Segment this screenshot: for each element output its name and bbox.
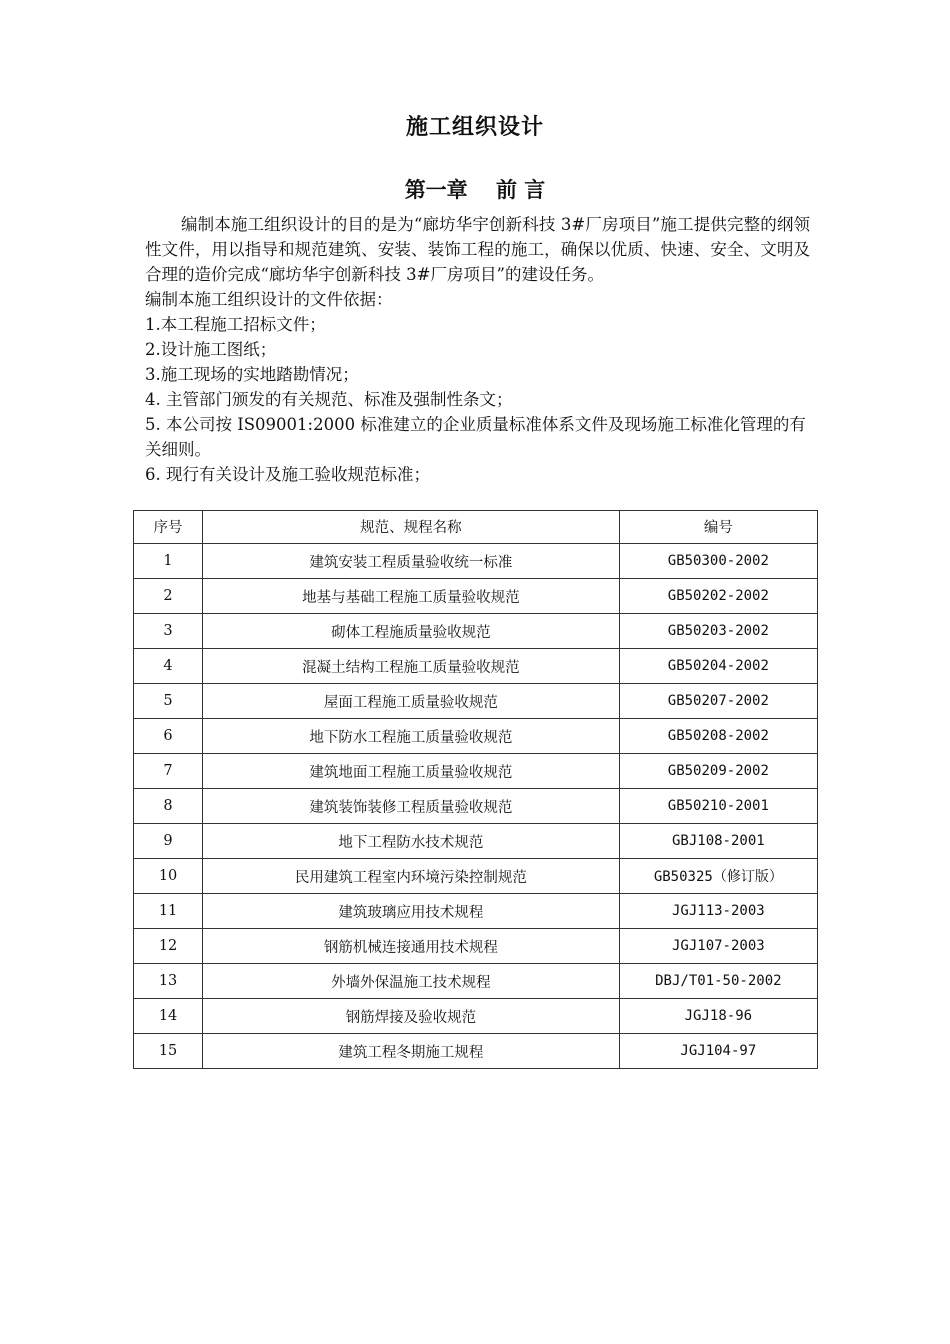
- cell-name: 地下防水工程施工质量验收规范: [203, 719, 620, 754]
- cell-index: 8: [134, 789, 203, 824]
- cell-name: 地下工程防水技术规范: [203, 824, 620, 859]
- cell-index: 4: [134, 649, 203, 684]
- cell-index: 10: [134, 859, 203, 894]
- table-row: [134, 614, 818, 649]
- cell-name: 建筑玻璃应用技术规程: [203, 894, 620, 929]
- basis-heading: 编制本施工组织设计的文件依据：: [145, 290, 393, 309]
- standards-table: [133, 510, 818, 1069]
- cell-name: 混凝土结构工程施工质量验收规范: [203, 649, 620, 684]
- basis-item: 3.施工现场的实地踏勘情况；: [145, 365, 359, 384]
- cell-index: 5: [134, 684, 203, 719]
- cell-name: 建筑装饰装修工程质量验收规范: [203, 789, 620, 824]
- cell-index: 1: [134, 544, 203, 579]
- basis-item: 4. 主管部门颁发的有关规范、标准及强制性条文；: [145, 390, 513, 409]
- header-code: 编号: [619, 511, 817, 544]
- cell-index: 13: [134, 964, 203, 999]
- cell-code: GB50209-2002: [619, 754, 817, 789]
- cell-index: 2: [134, 579, 203, 614]
- cell-index: 7: [134, 754, 203, 789]
- table-header-row: [134, 511, 818, 544]
- basis-item: 1.本工程施工招标文件；: [145, 315, 326, 334]
- cell-name: 砌体工程施质量验收规范: [203, 614, 620, 649]
- basis-list: [145, 312, 810, 487]
- cell-name: 钢筋机械连接通用技术规程: [203, 929, 620, 964]
- cell-code: GB50325（修订版）: [619, 859, 817, 894]
- cell-name: 建筑地面工程施工质量验收规范: [203, 754, 620, 789]
- cell-name: 地基与基础工程施工质量验收规范: [203, 579, 620, 614]
- cell-code: GB50208-2002: [619, 719, 817, 754]
- header-index: 序号: [134, 511, 203, 544]
- cell-index: 15: [134, 1034, 203, 1069]
- table-row: [134, 649, 818, 684]
- cell-index: 3: [134, 614, 203, 649]
- cell-index: 14: [134, 999, 203, 1034]
- cell-code: GB50207-2002: [619, 684, 817, 719]
- table-row: [134, 999, 818, 1034]
- cell-code: JGJ18-96: [619, 999, 817, 1034]
- table-row: [134, 964, 818, 999]
- table-row: [134, 544, 818, 579]
- cell-code: DBJ/T01-50-2002: [619, 964, 817, 999]
- cell-name: 外墙外保温施工技术规程: [203, 964, 620, 999]
- cell-code: GB50210-2001: [619, 789, 817, 824]
- cell-code: GB50203-2002: [619, 614, 817, 649]
- cell-name: 建筑工程冬期施工规程: [203, 1034, 620, 1069]
- cell-code: GB50204-2002: [619, 649, 817, 684]
- basis-item: 5. 本公司按 IS09001:2000 标准建立的企业质量标准体系文件及现场施工标准化管理的有关细则。: [145, 415, 806, 459]
- cell-name: 屋面工程施工质量验收规范: [203, 684, 620, 719]
- table-row: [134, 859, 818, 894]
- body-text: [145, 212, 810, 487]
- cell-index: 12: [134, 929, 203, 964]
- cell-index: 9: [134, 824, 203, 859]
- cell-code: GB50202-2002: [619, 579, 817, 614]
- table-row: [134, 894, 818, 929]
- table-row: [134, 754, 818, 789]
- cell-name: 钢筋焊接及验收规范: [203, 999, 620, 1034]
- table-row: [134, 684, 818, 719]
- chapter-heading: 第一章 前 言: [404, 177, 546, 202]
- document-title: 施工组织设计: [405, 114, 544, 140]
- cell-code: JGJ107-2003: [619, 929, 817, 964]
- intro-paragraph: 编制本施工组织设计的目的是为“廊坊华宇创新科技 3#厂房项目”施工提供完整的纲领性文件，用以指导和规范建筑、安装、装饰工程的施工，确保以优质、快速、安全、文明及合理的造价完成“廊坊华宇创新科技 3#厂房项目”的建设任务。: [145, 215, 810, 284]
- cell-code: JGJ113-2003: [619, 894, 817, 929]
- table-row: [134, 1034, 818, 1069]
- basis-item: 2.设计施工图纸；: [145, 340, 277, 359]
- cell-code: GBJ108-2001: [619, 824, 817, 859]
- cell-index: 11: [134, 894, 203, 929]
- cell-name: 民用建筑工程室内环境污染控制规范: [203, 859, 620, 894]
- basis-item: 6. 现行有关设计及施工验收规范标准；: [145, 465, 430, 484]
- cell-name: 建筑安装工程质量验收统一标准: [203, 544, 620, 579]
- header-name: 规范、规程名称: [203, 511, 620, 544]
- table-row: [134, 719, 818, 754]
- table-body: [134, 544, 818, 1069]
- cell-index: 6: [134, 719, 203, 754]
- table-row: [134, 579, 818, 614]
- cell-code: JGJ104-97: [619, 1034, 817, 1069]
- cell-code: GB50300-2002: [619, 544, 817, 579]
- table-row: [134, 824, 818, 859]
- table-row: [134, 929, 818, 964]
- table-row: [134, 789, 818, 824]
